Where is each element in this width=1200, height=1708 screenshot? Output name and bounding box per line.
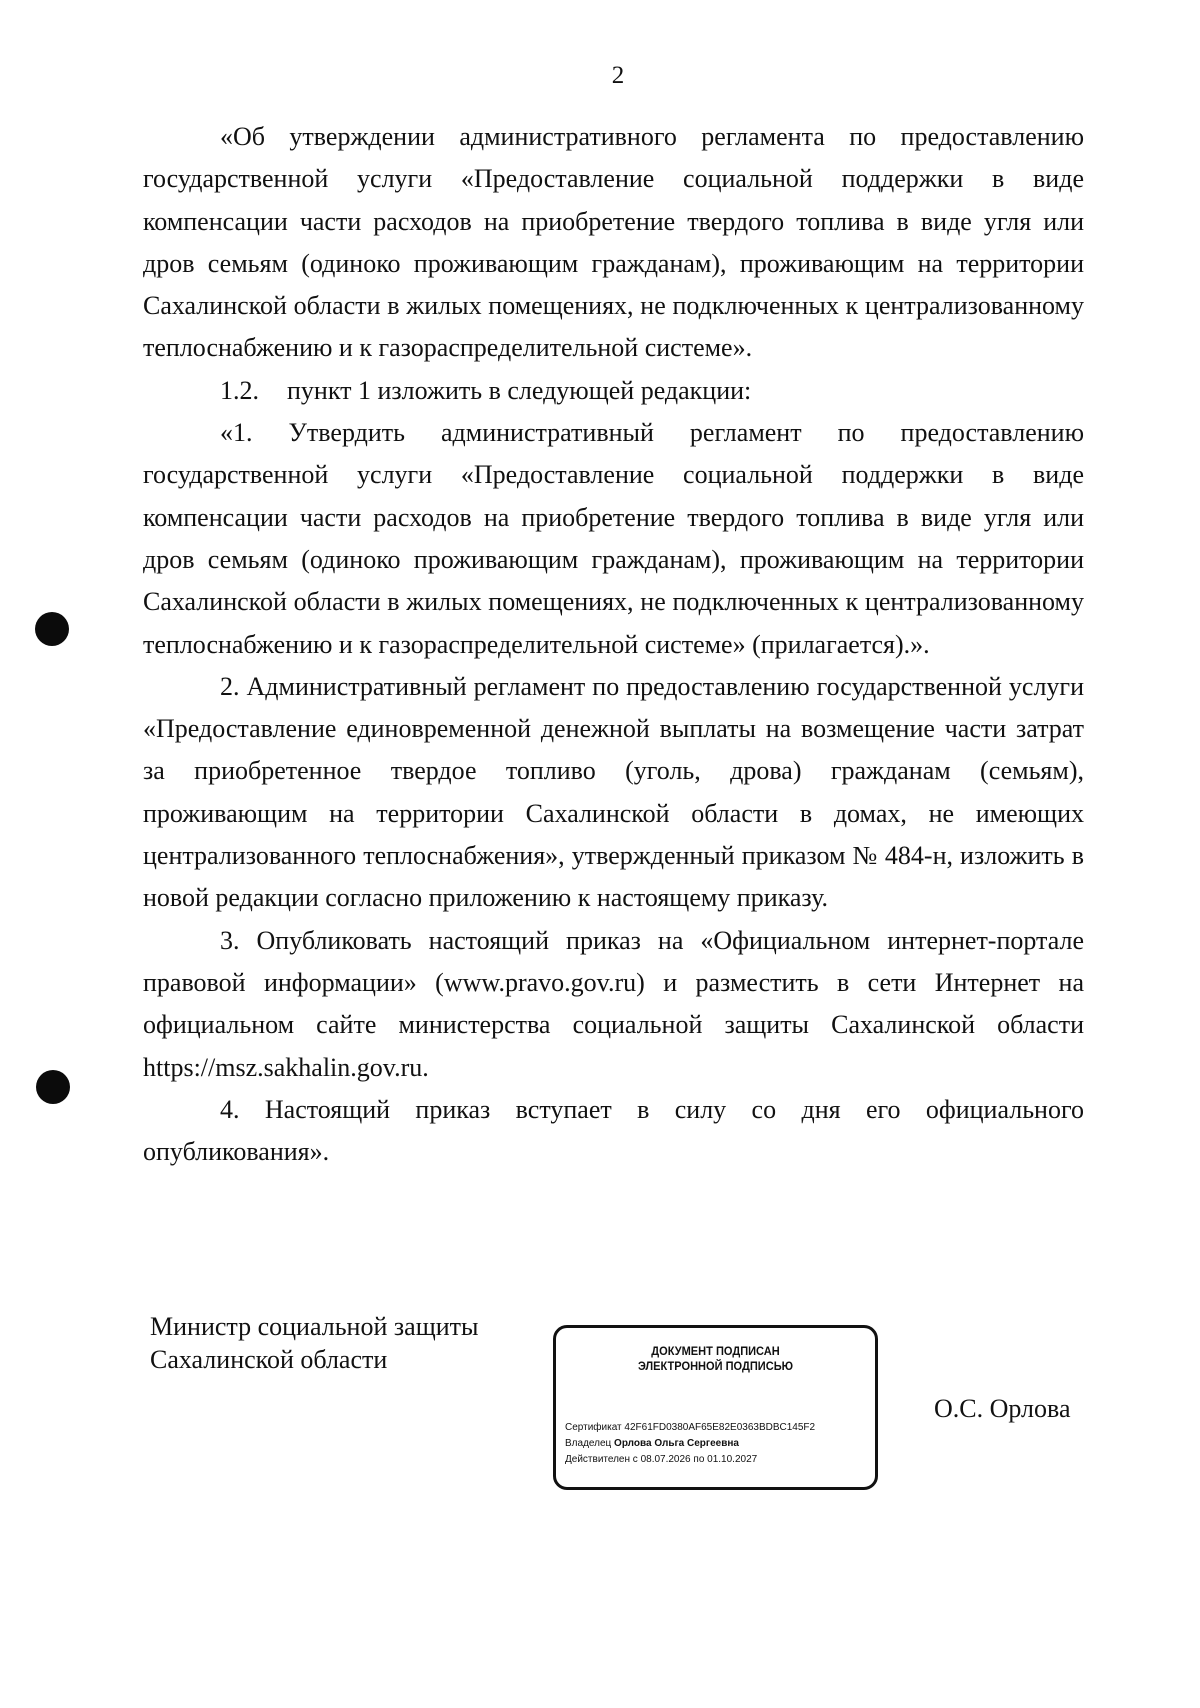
paragraph-new-item-1: «1. Утвердить административный регламент по предоставлению государственной услуги «Предоставление социальной поддержки в виде компенсации части расходов на приобретение твердого топлива в виде угля или дров семьям (одиноко проживающим гражданам), проживающим на территории Сахалинской области в жилых помещениях, не подключенных к централизованному теплоснабжению и к газораспределительной системе» (прилагается).». (143, 418, 1084, 659)
punch-hole (36, 1070, 70, 1104)
signer-name: О.С. Орлова (934, 1394, 1071, 1423)
paragraph-number: 1.2. (220, 375, 259, 405)
stamp-details (565, 1420, 815, 1468)
paragraph-3: 3. Опубликовать настоящий приказ на «Официальном интернет-портале правовой информации» (www.pravo.gov.ru) и разместить в сети Интернет на официальном сайте министерства социальной защиты Сахалинской области https://msz.sakhalin.gov.ru. (143, 925, 1084, 1082)
paragraph-regulation-title: «Об утверждении административного регламента по предоставлению государственной услуги «Предоставление социальной поддержки в виде компенсации части расходов на приобретение твердого топлива в виде угля или дров семьям (одиноко проживающим гражданам), проживающим на территории Сахалинской области в жилых помещениях, не подключенных к централизованному теплоснабжению и к газораспределительной системе». (143, 122, 1084, 363)
electronic-signature-stamp (553, 1325, 878, 1490)
page-number: 2 (611, 62, 625, 89)
paragraph-text: пункт 1 изложить в следующей редакции: (287, 375, 752, 405)
stamp-title-line-2: ЭЛЕКТРОННОЙ ПОДПИСЬЮ (637, 1359, 794, 1373)
paragraph-1-2 (143, 370, 1084, 412)
stamp-owner-name: Орлова Ольга Сергеевна (614, 1438, 739, 1449)
stamp-owner-label: Владелец (565, 1438, 612, 1449)
punch-hole (35, 612, 69, 646)
signatory-position (150, 1310, 478, 1376)
paragraph-4: 4. Настоящий приказ вступает в силу со дня его официального опубликования». (143, 1094, 1084, 1167)
stamp-certificate: Сертификат 42F61FD0380AF65E82E0363BDBC145F2 (565, 1422, 816, 1433)
position-line-2: Сахалинской области (150, 1345, 388, 1374)
stamp-title-line-1: ДОКУМЕНТ ПОДПИСАН (651, 1344, 780, 1358)
position-line-1: Министр социальной защиты (150, 1312, 479, 1341)
stamp-title (569, 1344, 862, 1374)
stamp-owner (565, 1436, 815, 1452)
paragraph-2: 2. Административный регламент по предоставлению государственной услуги «Предоставление единовременной денежной выплаты на возмещение части затрат за приобретенное твердое топливо (уголь, дрова) гражданам (семьям), проживающим на территории Сахалинской области в домах, не имеющих централизованного теплоснабжения», утвержденный приказом № 484-н, изложить в новой редакции согласно приложению к настоящему приказу. (143, 671, 1084, 913)
document-body (143, 116, 1084, 1173)
stamp-validity: Действителен с 08.07.2026 по 01.10.2027 (565, 1454, 758, 1465)
